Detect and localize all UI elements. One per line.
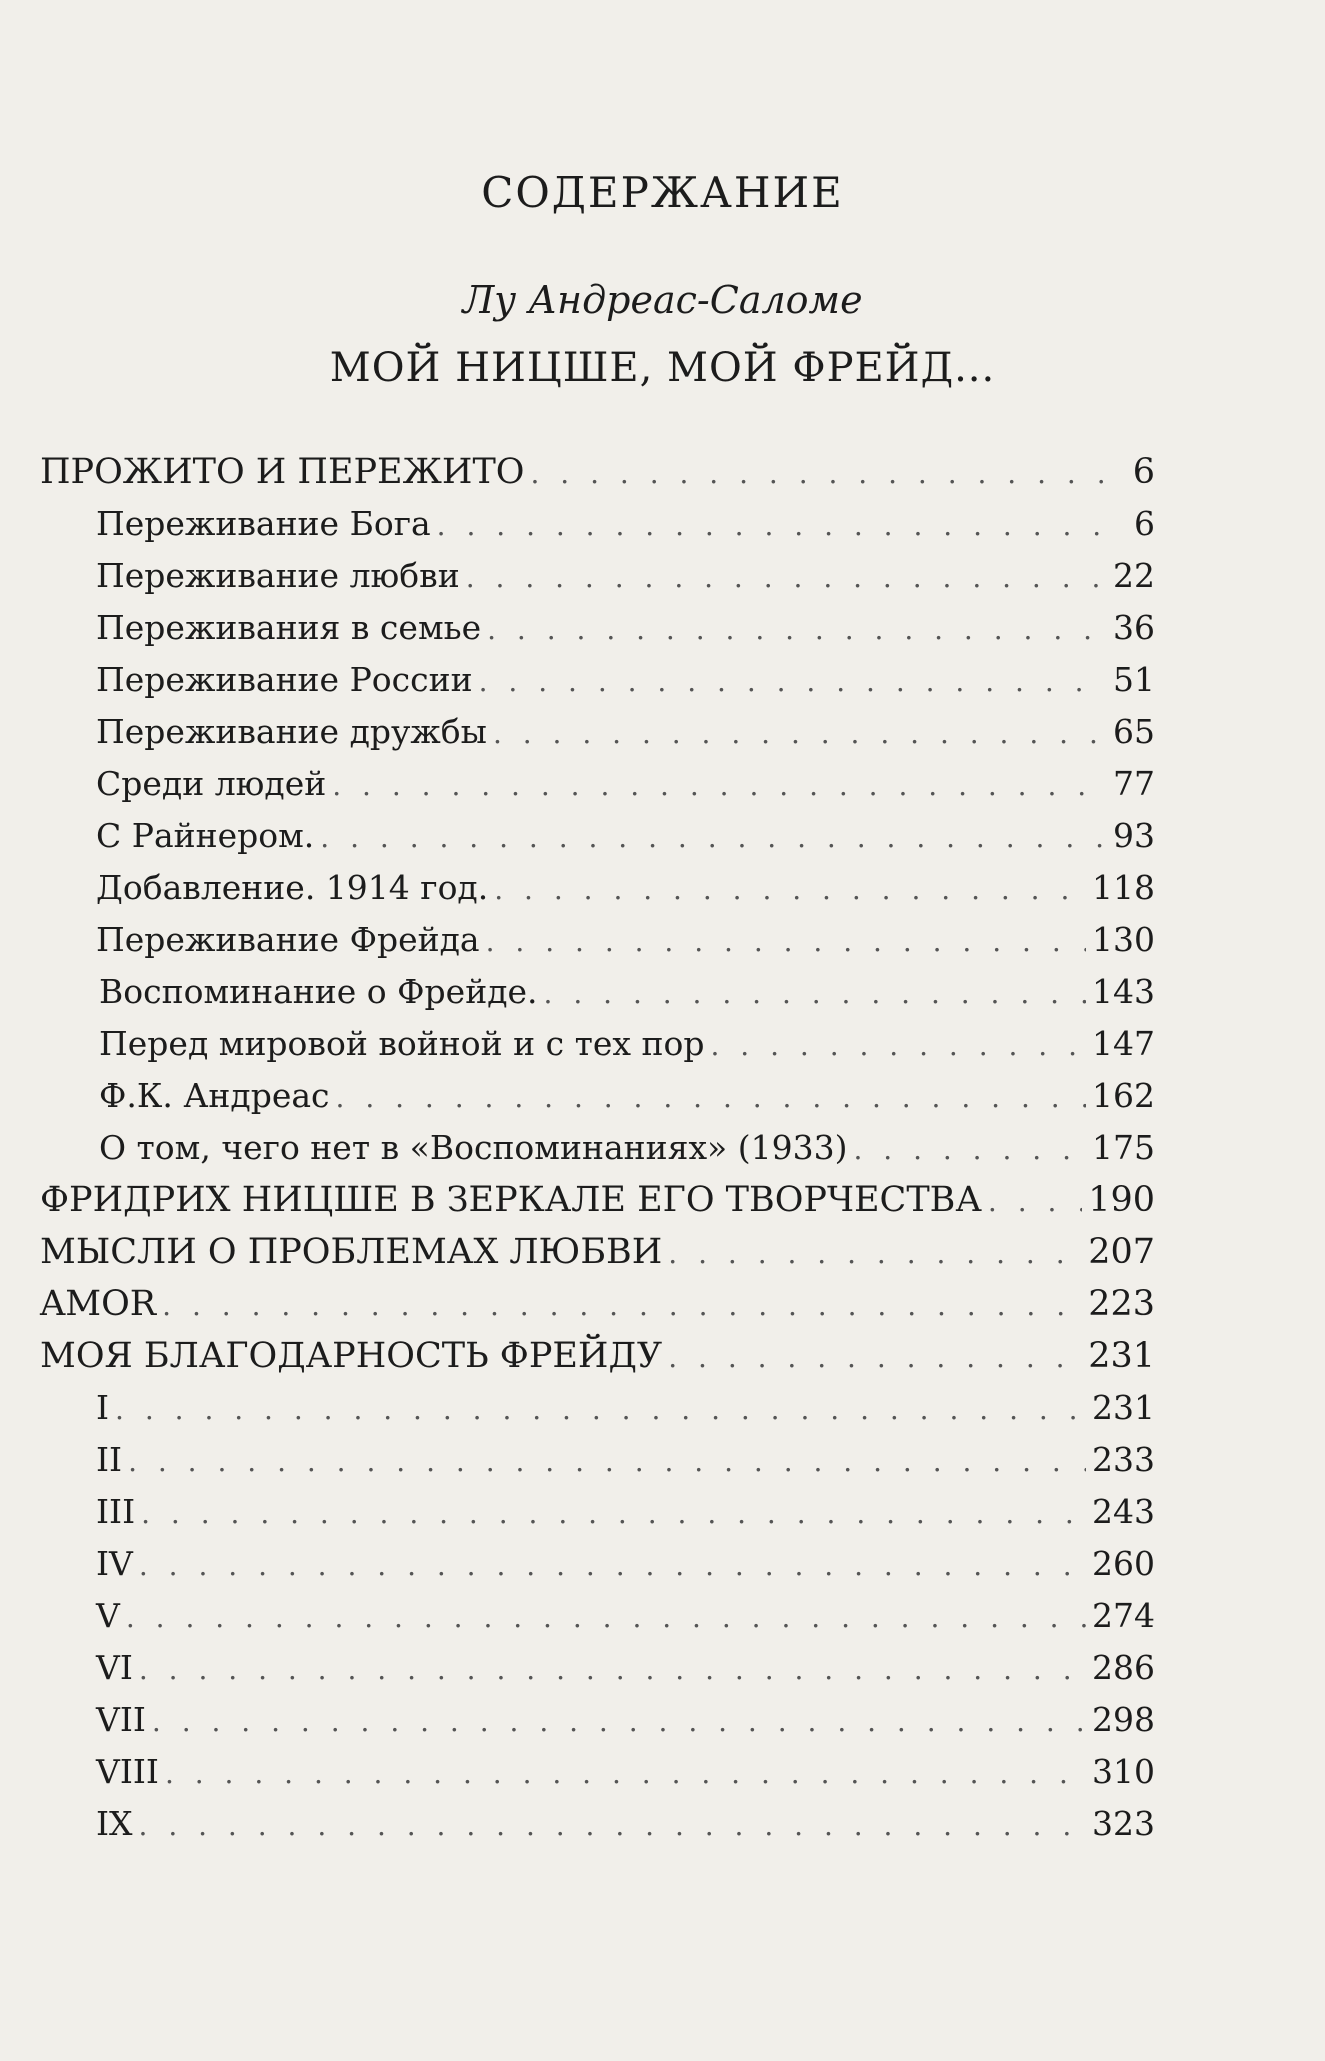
toc-entry-title: Среди людей — [96, 764, 327, 803]
leader-dots — [544, 968, 1086, 1020]
toc-entry — [40, 1434, 1155, 1486]
toc-entry-title: ФРИДРИХ НИЦШЕ В ЗЕРКАЛЕ ЕГО ТВОРЧЕСТВА — [40, 1180, 982, 1220]
leader-dots — [128, 1436, 1086, 1488]
toc-entry-page: 310 — [1092, 1752, 1155, 1791]
toc-entry-page: 118 — [1092, 868, 1155, 907]
toc-entry-page: 77 — [1113, 764, 1155, 803]
toc-entry — [40, 654, 1155, 706]
toc-entry-page: 175 — [1092, 1128, 1155, 1167]
leader-dots — [988, 1176, 1082, 1228]
contents-heading: СОДЕРЖАНИЕ — [481, 168, 844, 217]
toc-entry-page: 274 — [1092, 1596, 1155, 1635]
toc-entry-title: Переживание Фрейда — [96, 920, 480, 959]
toc-entry-page: 286 — [1092, 1648, 1155, 1687]
toc-entry-page: 93 — [1113, 816, 1155, 855]
toc-entry-title: МЫСЛИ О ПРОБЛЕМАХ ЛЮБВИ — [40, 1232, 663, 1272]
toc-entry-page: 22 — [1113, 556, 1155, 595]
toc-entry — [40, 602, 1155, 654]
toc-entry — [40, 758, 1155, 810]
leader-dots — [668, 1332, 1082, 1384]
leader-dots — [336, 1072, 1086, 1124]
toc-entry-page: 190 — [1088, 1180, 1155, 1220]
toc-entry-title: III — [96, 1492, 136, 1531]
toc-entry-title: С Райнером. — [96, 816, 315, 855]
toc-entry-title: VIII — [96, 1752, 159, 1791]
leader-dots — [486, 916, 1086, 968]
toc-entry-title: Ф.К. Андреас — [99, 1076, 330, 1115]
leader-dots — [332, 760, 1107, 812]
toc-entry-title: IV — [96, 1544, 133, 1583]
toc-entry — [40, 1590, 1155, 1642]
toc-entry — [40, 1642, 1155, 1694]
toc-entry-title: ПРОЖИТО И ПЕРЕЖИТО — [40, 452, 525, 492]
toc-entry-title: VII — [96, 1700, 146, 1739]
toc-entry-page: 143 — [1092, 972, 1155, 1011]
toc-entry — [40, 966, 1155, 1018]
toc-entry — [40, 1226, 1155, 1278]
toc-entry-page: 323 — [1092, 1804, 1155, 1843]
table-of-contents — [40, 446, 1155, 1850]
toc-entry — [40, 1694, 1155, 1746]
toc-entry-page: 65 — [1113, 712, 1155, 751]
leader-dots — [162, 1280, 1082, 1332]
leader-dots — [479, 656, 1107, 708]
toc-entry-page: 36 — [1113, 608, 1155, 647]
toc-entry-page: 231 — [1088, 1336, 1155, 1376]
leader-dots — [152, 1696, 1086, 1748]
toc-entry-page: 207 — [1088, 1232, 1155, 1272]
toc-entry-title: Переживание любви — [96, 556, 460, 595]
toc-entry — [40, 1018, 1155, 1070]
toc-entry-title: Добавление. 1914 год. — [96, 868, 489, 907]
toc-entry-page: 231 — [1092, 1388, 1155, 1427]
toc-entry — [40, 862, 1155, 914]
toc-entry-title: Переживание Бога — [96, 504, 431, 543]
leader-dots — [139, 1800, 1086, 1852]
book-title: МОЙ НИЦШЕ, МОЙ ФРЕЙД... — [329, 345, 996, 391]
toc-entry — [40, 1798, 1155, 1850]
toc-entry — [40, 1538, 1155, 1590]
toc-entry-title: МОЯ БЛАГОДАРНОСТЬ ФРЕЙДУ — [40, 1336, 663, 1376]
leader-dots — [466, 552, 1107, 604]
toc-entry-page: 243 — [1092, 1492, 1155, 1531]
toc-entry-title: II — [96, 1440, 123, 1479]
toc-entry-page: 51 — [1113, 660, 1155, 699]
leader-dots — [530, 448, 1109, 500]
toc-entry — [40, 706, 1155, 758]
leader-dots — [437, 500, 1109, 552]
toc-entry — [40, 1382, 1155, 1434]
toc-entry-title: Переживание России — [96, 660, 473, 699]
toc-entry-title: AMOR — [40, 1284, 157, 1324]
toc-entry-page: 147 — [1092, 1024, 1155, 1063]
leader-dots — [126, 1592, 1086, 1644]
toc-entry-title: I — [96, 1388, 110, 1427]
toc-entry-page: 223 — [1088, 1284, 1155, 1324]
toc-entry-title: Воспоминание о Фрейде. — [99, 972, 538, 1011]
leader-dots — [853, 1124, 1086, 1176]
leader-dots — [320, 812, 1107, 864]
leader-dots — [139, 1540, 1086, 1592]
toc-entry — [40, 446, 1155, 498]
toc-entry — [40, 810, 1155, 862]
toc-entry — [40, 550, 1155, 602]
toc-entry-page: 6 — [1134, 504, 1155, 543]
leader-dots — [493, 708, 1107, 760]
toc-entry-title: VI — [96, 1648, 133, 1687]
leader-dots — [141, 1488, 1086, 1540]
author-name: Лу Андреас-Саломе — [462, 278, 863, 322]
toc-entry-page: 233 — [1092, 1440, 1155, 1479]
toc-entry-page: 130 — [1092, 920, 1155, 959]
leader-dots — [165, 1748, 1086, 1800]
leader-dots — [139, 1644, 1086, 1696]
leader-dots — [115, 1384, 1086, 1436]
toc-entry — [40, 1486, 1155, 1538]
toc-entry-title: IX — [96, 1804, 133, 1843]
toc-entry — [40, 498, 1155, 550]
toc-entry-title: Перед мировой войной и с тех пор — [99, 1024, 705, 1063]
toc-entry-page: 298 — [1092, 1700, 1155, 1739]
toc-entry-page: 162 — [1092, 1076, 1155, 1115]
toc-entry-title: Переживания в семье — [96, 608, 482, 647]
toc-entry — [40, 1278, 1155, 1330]
toc-entry — [40, 914, 1155, 966]
leader-dots — [668, 1228, 1082, 1280]
toc-entry-title: V — [96, 1596, 120, 1635]
toc-entry-page: 260 — [1092, 1544, 1155, 1583]
toc-entry-title: О том, чего нет в «Воспоминаниях» (1933) — [99, 1128, 848, 1167]
toc-entry — [40, 1746, 1155, 1798]
leader-dots — [710, 1020, 1086, 1072]
toc-entry-page: 6 — [1132, 452, 1155, 492]
toc-entry — [40, 1070, 1155, 1122]
toc-entry — [40, 1174, 1155, 1226]
toc-entry-title: Переживание дружбы — [96, 712, 487, 751]
leader-dots — [494, 864, 1086, 916]
leader-dots — [487, 604, 1107, 656]
toc-entry — [40, 1122, 1155, 1174]
toc-entry — [40, 1330, 1155, 1382]
